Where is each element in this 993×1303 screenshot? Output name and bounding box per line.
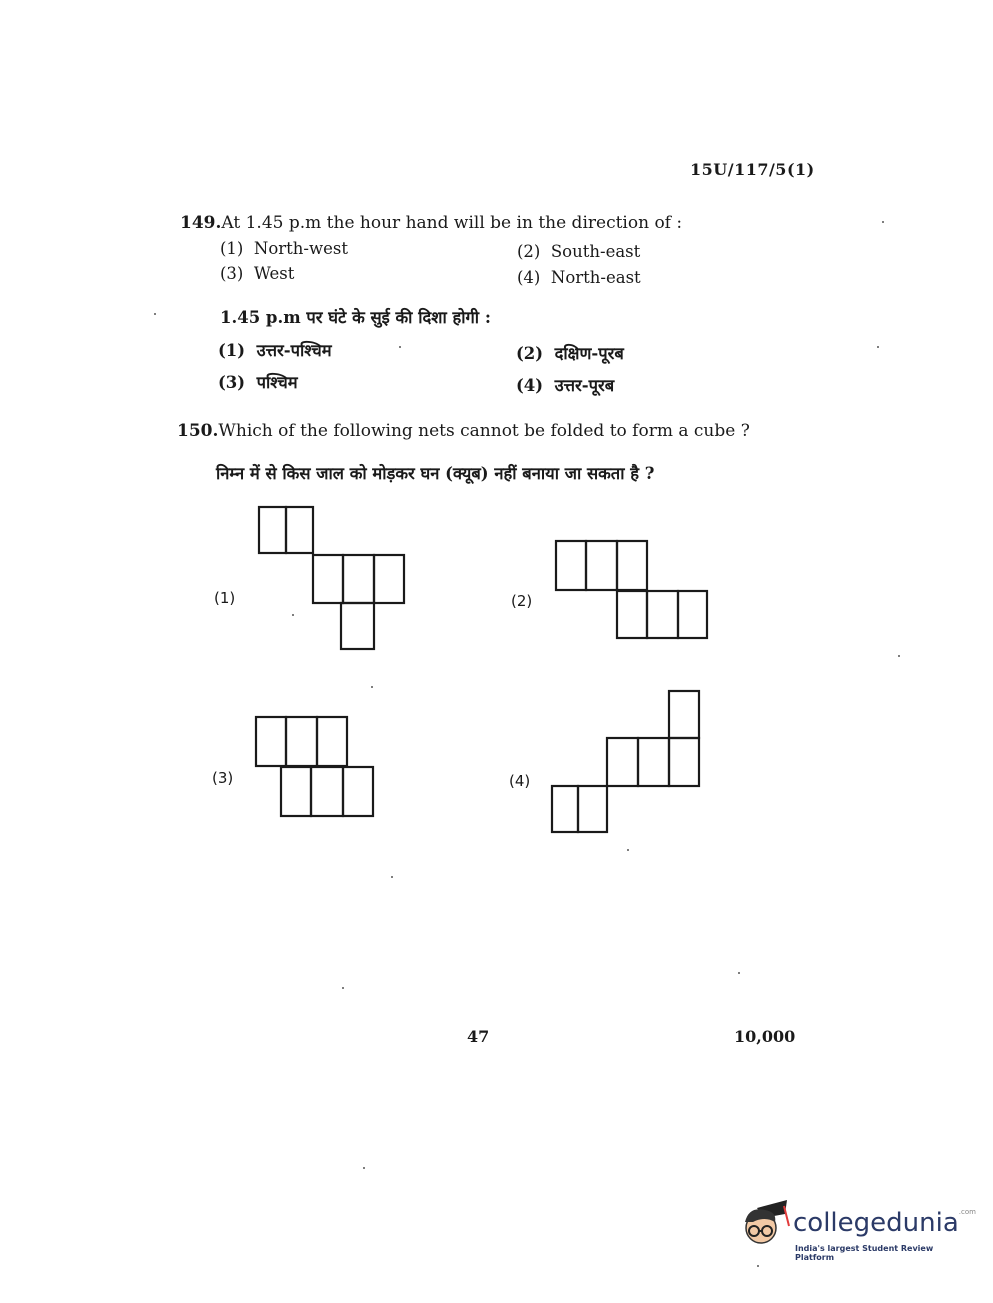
q149-option-4: (4) North-east	[517, 268, 641, 287]
net-label-4: (4)	[509, 772, 531, 790]
net-square	[607, 738, 638, 786]
net-square	[343, 555, 374, 603]
print-count: 10,000	[734, 1027, 796, 1046]
net-label-2: (2)	[511, 592, 533, 610]
net-square	[586, 541, 617, 590]
net-square	[256, 717, 286, 766]
question-number: 149.	[180, 213, 222, 233]
net-square	[647, 591, 678, 638]
q149-option-1: (1) North-west	[220, 239, 348, 258]
q149-option-2: (2) South-east	[517, 242, 641, 261]
net-square	[669, 738, 699, 786]
net-square	[552, 786, 578, 832]
q149-hindi-option-1: (1) उत्तर-पश्चिम	[218, 341, 332, 360]
net-square	[313, 555, 343, 603]
net-1	[259, 507, 404, 649]
net-square	[578, 786, 607, 832]
q149-hindi-text: 1.45 p.m पर घंटे के सुई की दिशा होगी :	[220, 308, 491, 327]
question-text: At 1.45 p.m the hour hand will be in the direction of :	[221, 213, 683, 233]
net-square	[678, 591, 707, 638]
logo-suffix: .com	[958, 1208, 976, 1216]
net-label-1: (1)	[214, 589, 236, 607]
net-square	[286, 717, 317, 766]
net-square	[638, 738, 669, 786]
net-square	[281, 767, 311, 816]
mascot-icon	[735, 1196, 793, 1254]
net-square	[317, 717, 347, 766]
net-square	[311, 767, 343, 816]
net-square	[617, 591, 647, 638]
logo-tagline: India's largest Student Review Platform	[795, 1244, 934, 1262]
net-label-3: (3)	[212, 769, 234, 787]
net-square	[556, 541, 586, 590]
net-square	[669, 691, 699, 738]
q149-option-3: (3) West	[220, 264, 295, 283]
q149-hindi-option-3: (3) पश्चिम	[218, 373, 298, 392]
page-number: 47	[467, 1027, 490, 1046]
collegedunia-logo	[735, 1196, 976, 1262]
q149-hindi-option-4: (4) उत्तर-पूरब	[516, 376, 615, 395]
q150-hindi-text: निम्न में से किस जाल को मोड़कर घन (क्यूब) नहीं बनाया जा सकता है ?	[216, 464, 655, 483]
net-square	[343, 767, 373, 816]
net-square	[374, 555, 404, 603]
net-4	[552, 691, 699, 832]
net-square	[259, 507, 286, 553]
net-square	[286, 507, 313, 553]
q149-hindi-option-2: (2) दक्षिण-पूरब	[516, 344, 624, 363]
net-3	[256, 717, 373, 816]
logo-name: collegedunia	[793, 1208, 959, 1238]
net-2	[556, 541, 707, 638]
question-number: 150.	[177, 421, 219, 441]
net-square	[617, 541, 647, 590]
net-square	[341, 603, 374, 649]
question-text: Which of the following nets cannot be folded to form a cube ?	[218, 421, 750, 441]
paper-code: 15U/117/5(1)	[690, 160, 815, 179]
